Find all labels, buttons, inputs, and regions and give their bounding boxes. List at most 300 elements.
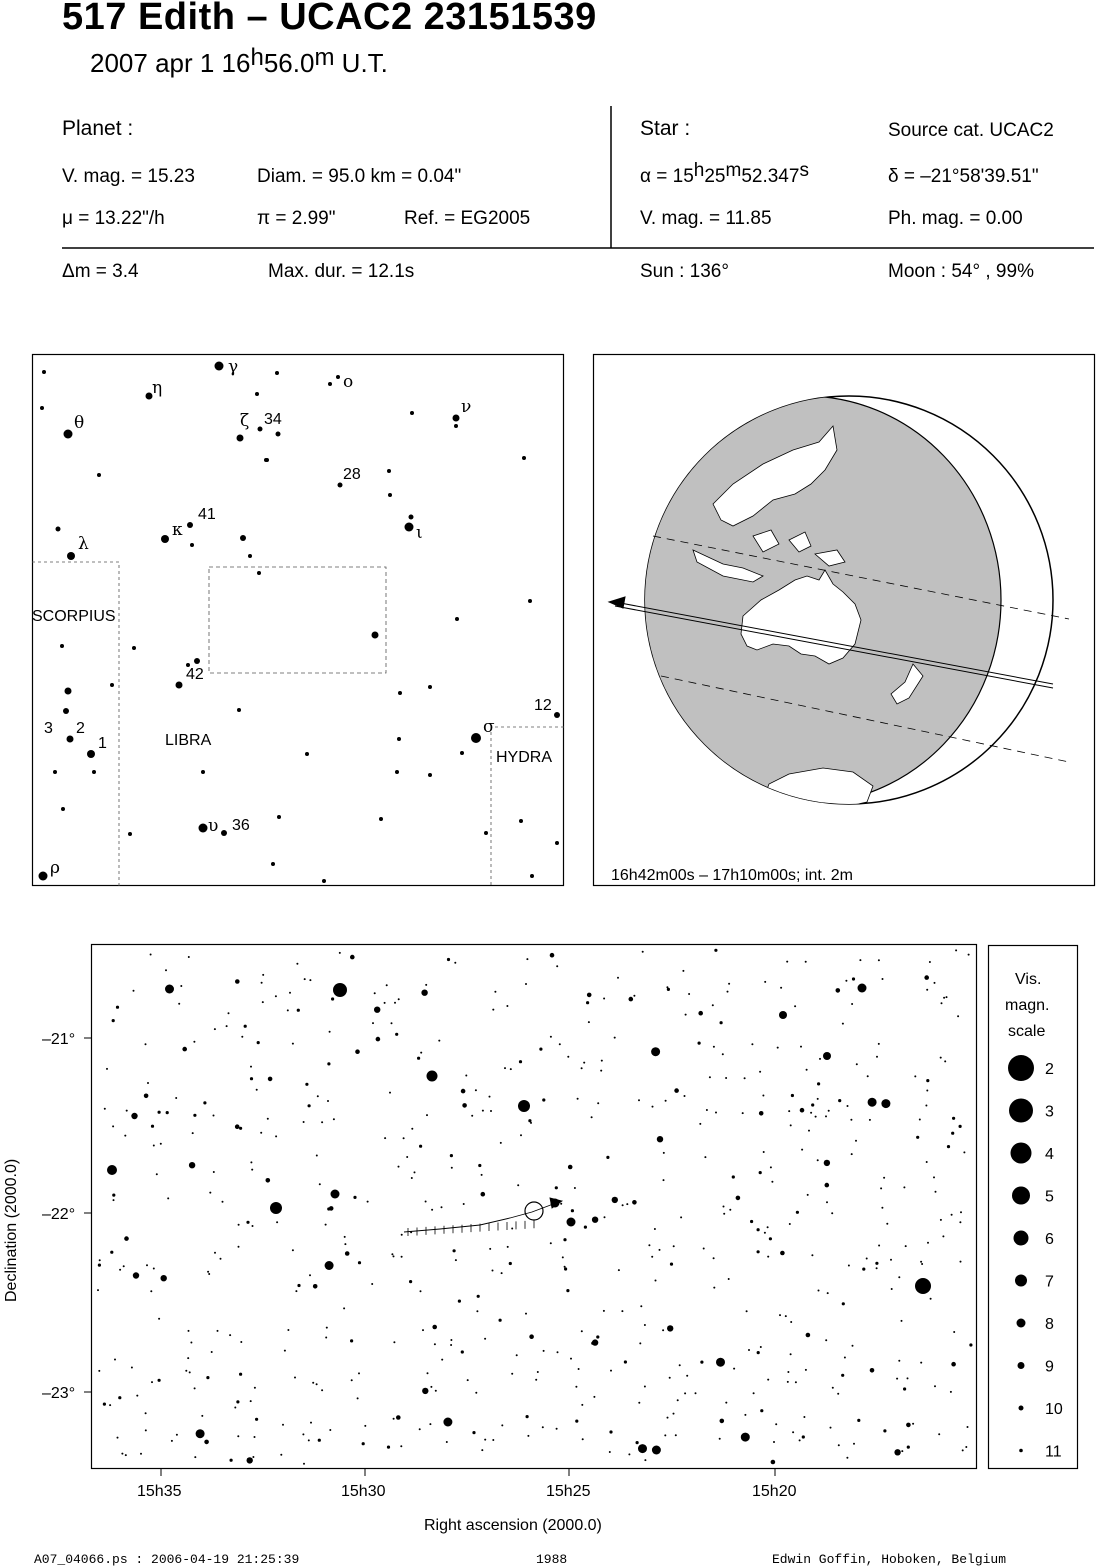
mag-scale-dot	[1018, 1362, 1025, 1369]
detail-star	[934, 982, 936, 984]
detail-star	[192, 1132, 194, 1134]
detail-star	[700, 1361, 703, 1364]
detail-star	[317, 1095, 319, 1097]
detail-star	[235, 979, 240, 984]
detail-star	[213, 1171, 215, 1173]
detail-star	[116, 1006, 119, 1009]
detail-star	[528, 1119, 531, 1122]
detail-star	[838, 1444, 840, 1446]
detail-star	[564, 1267, 567, 1270]
detail-star	[109, 1404, 111, 1406]
detail-star	[147, 1082, 149, 1084]
detail-star	[344, 1236, 346, 1238]
detail-star	[236, 1400, 239, 1403]
label-nu: ν	[461, 397, 472, 417]
finder-star	[60, 644, 64, 648]
detail-star	[753, 1392, 755, 1394]
detail-star	[419, 1428, 421, 1430]
detail-star	[796, 1211, 799, 1214]
detail-star	[489, 1096, 491, 1098]
detail-star	[489, 1248, 491, 1250]
detail-star	[830, 1427, 832, 1429]
finder-star	[248, 554, 252, 558]
detail-star	[891, 1288, 893, 1290]
detail-star	[940, 1219, 942, 1221]
detail-star	[652, 1446, 661, 1455]
detail-star	[542, 1098, 545, 1101]
mag-scale-dot	[1009, 1099, 1033, 1123]
detail-star	[870, 1368, 875, 1373]
detail-star	[292, 1249, 294, 1251]
detail-star	[417, 1057, 420, 1060]
page-title: 517 Edith – UCAC2 23151539	[62, 0, 597, 38]
planet-vmag: V. mag. = 15.23	[62, 166, 195, 187]
detail-star	[959, 1125, 962, 1128]
detail-star	[371, 1283, 373, 1285]
detail-star	[350, 955, 355, 960]
detail-star	[651, 1047, 660, 1056]
detail-star	[850, 1119, 852, 1121]
detail-star	[484, 1439, 486, 1441]
label-2: 2	[76, 720, 85, 737]
finder-star	[554, 712, 560, 718]
detail-star	[654, 1228, 656, 1230]
detail-star	[121, 1453, 123, 1455]
detail-star	[583, 1062, 585, 1064]
detail-star	[636, 1441, 639, 1444]
detail-star	[951, 1362, 956, 1367]
detail-star	[246, 1221, 249, 1224]
finder-star	[63, 708, 69, 714]
dec-tick-23: –23°	[42, 1385, 76, 1402]
detail-star	[145, 1043, 147, 1045]
finder-star	[460, 751, 464, 755]
globe-caption: 16h42m00s – 17h10m00s; int. 2m	[611, 867, 853, 884]
detail-star	[517, 1184, 519, 1186]
finder-star	[176, 682, 183, 689]
finder-star	[555, 841, 559, 845]
detail-star	[345, 1251, 350, 1256]
detail-star	[921, 1263, 923, 1265]
detail-star	[308, 1104, 311, 1107]
detail-star	[942, 1235, 944, 1237]
detail-star	[267, 1118, 269, 1120]
detail-star	[450, 1154, 453, 1157]
detail-star	[674, 1088, 679, 1093]
finder-star	[398, 691, 402, 695]
finder-star	[484, 831, 488, 835]
max-duration: Max. dur. = 12.1s	[268, 261, 415, 282]
detail-star	[577, 1098, 579, 1100]
detail-star	[542, 1426, 544, 1428]
detail-star	[852, 1345, 854, 1347]
detail-star	[764, 1232, 766, 1234]
detail-star	[851, 1003, 853, 1005]
detail-star	[188, 956, 190, 958]
detail-star	[715, 1112, 717, 1114]
detail-star-bright	[107, 1165, 117, 1175]
finder-star	[471, 733, 481, 743]
detail-star	[728, 1278, 730, 1280]
detail-star	[401, 1234, 403, 1236]
detail-star	[780, 987, 782, 989]
detail-star	[867, 1075, 869, 1077]
detail-star	[955, 949, 957, 951]
detail-star	[825, 1183, 830, 1188]
label-1: 1	[98, 735, 107, 752]
detail-star	[648, 1244, 650, 1246]
detail-star	[933, 1176, 935, 1178]
detail-star	[763, 1151, 765, 1153]
star-phmag: Ph. mag. = 0.00	[888, 208, 1023, 229]
detail-star	[339, 952, 341, 954]
detail-star	[153, 1145, 155, 1147]
finder-star	[257, 571, 261, 575]
detail-star	[484, 1338, 486, 1340]
detail-star	[662, 1329, 664, 1331]
detail-star	[597, 1102, 599, 1104]
detail-star	[788, 1110, 790, 1112]
detail-star	[903, 1387, 906, 1390]
detail-star	[400, 1445, 402, 1447]
detail-star	[604, 1216, 606, 1218]
label-28: 28	[343, 466, 361, 483]
label-zeta: ζ	[240, 411, 250, 431]
detail-star	[773, 1441, 775, 1443]
dec-tick-21: –21°	[42, 1031, 76, 1048]
detail-star	[848, 1265, 850, 1267]
detail-star	[621, 1310, 623, 1312]
finder-star	[42, 370, 46, 374]
detail-star	[965, 1446, 967, 1448]
detail-star-bright	[331, 1190, 340, 1199]
label-iota: ι	[416, 523, 423, 543]
detail-star	[327, 1100, 329, 1102]
detail-star	[876, 1056, 878, 1058]
detail-star	[582, 1438, 584, 1440]
detail-star	[677, 1399, 679, 1401]
detail-star	[639, 1342, 641, 1344]
finder-star	[237, 708, 241, 712]
detail-star	[720, 1419, 725, 1424]
detail-star	[321, 1121, 323, 1123]
detail-star	[857, 1419, 860, 1422]
detail-star	[601, 1060, 603, 1062]
label-theta: θ	[74, 413, 85, 433]
mag-scale-dot	[1014, 1231, 1029, 1246]
detail-star	[938, 1433, 940, 1435]
detail-star	[443, 1418, 452, 1427]
detail-star	[722, 1053, 724, 1055]
detail-star	[898, 1360, 900, 1362]
detail-star	[425, 984, 427, 986]
detail-star	[811, 1103, 814, 1106]
detail-star	[817, 1082, 820, 1085]
detail-star	[614, 1037, 616, 1039]
detail-star	[828, 1110, 830, 1112]
detail-star	[411, 1177, 413, 1179]
detail-star-bright	[333, 983, 347, 997]
detail-star	[624, 1360, 627, 1363]
detail-star	[787, 1381, 789, 1383]
detail-star	[262, 1001, 264, 1003]
detail-star	[562, 1256, 564, 1258]
finder-star	[276, 432, 281, 437]
detail-star	[376, 1037, 381, 1042]
finder-star	[388, 493, 392, 497]
detail-star	[760, 1346, 762, 1348]
detail-star	[321, 1389, 323, 1391]
mag-scale-label: 9	[1045, 1358, 1054, 1376]
footer-author: Edwin Goffin, Hoboken, Belgium	[772, 1552, 1007, 1567]
detail-star	[952, 1117, 955, 1120]
detail-star	[878, 1043, 880, 1045]
detail-star	[99, 1259, 101, 1261]
label-34: 34	[264, 411, 282, 428]
planet-diameter: Diam. = 95.0 km = 0.04"	[257, 166, 462, 187]
detail-star	[741, 1433, 750, 1442]
detail-star	[759, 1111, 764, 1116]
detail-star	[477, 1295, 480, 1298]
detail-star	[920, 1362, 922, 1364]
detail-star	[316, 1155, 318, 1157]
detail-star	[946, 996, 948, 998]
detail-star	[618, 1269, 620, 1271]
detail-star	[394, 1002, 396, 1004]
star-ra: $\alpha = 15^h25^m52.347^s$	[640, 160, 809, 187]
detail-star	[458, 1300, 461, 1303]
finder-star	[161, 535, 169, 543]
detail-star	[303, 1121, 305, 1123]
detail-star	[529, 1334, 534, 1339]
mag-scale-dot	[1011, 1143, 1032, 1164]
detail-star	[657, 1136, 663, 1142]
detail-star	[427, 1372, 429, 1374]
detail-star	[883, 1177, 885, 1179]
finder-star	[336, 375, 340, 379]
detail-star	[261, 982, 263, 984]
detail-star	[431, 1209, 433, 1211]
detail-star	[160, 1143, 162, 1145]
finder-star	[201, 770, 205, 774]
detail-star	[329, 1206, 334, 1211]
detail-star	[244, 1025, 247, 1028]
detail-star	[944, 1060, 946, 1062]
detail-star	[855, 1140, 857, 1142]
finder-star	[322, 879, 326, 883]
detail-star	[550, 953, 555, 958]
detail-star	[398, 1166, 400, 1168]
label-sigma: σ	[483, 717, 495, 737]
detail-star	[652, 1106, 654, 1108]
detail-star	[728, 983, 730, 985]
detail-star	[719, 1438, 721, 1440]
detail-star	[926, 1079, 929, 1082]
detail-star	[685, 1014, 687, 1016]
detail-star	[252, 1225, 254, 1227]
detail-star	[331, 997, 334, 1000]
detail-star	[527, 1435, 529, 1437]
detail-star	[667, 988, 670, 991]
detail-star	[481, 1449, 483, 1451]
detail-star	[767, 1379, 769, 1381]
detail-star	[201, 1415, 203, 1417]
detail-star	[292, 1043, 294, 1045]
detail-star	[118, 1396, 121, 1399]
detail-star	[803, 1416, 805, 1418]
detail-star	[638, 1444, 647, 1453]
detail-star	[393, 1418, 395, 1420]
detail-star	[713, 1287, 715, 1289]
detail-star	[539, 1048, 542, 1051]
detail-star	[713, 1046, 715, 1048]
detail-star	[313, 1284, 318, 1289]
finder-star	[454, 424, 458, 428]
detail-star	[250, 1077, 253, 1080]
finder-star	[428, 685, 432, 689]
detail-star	[329, 1429, 331, 1431]
finder-star	[61, 807, 65, 811]
detail-star	[851, 1153, 853, 1155]
detail-star	[794, 1005, 796, 1007]
star-dec: δ = –21°58'39.51"	[888, 166, 1039, 187]
detail-star	[516, 1354, 518, 1356]
detail-star	[733, 1368, 735, 1370]
detail-star	[960, 1261, 962, 1263]
finder-star	[277, 815, 281, 819]
detail-star-bright	[270, 1202, 282, 1214]
detail-star	[940, 1057, 942, 1059]
detail-star	[808, 1130, 810, 1132]
detail-star	[422, 1388, 428, 1394]
detail-star	[787, 1371, 789, 1373]
label-libra: LIBRA	[165, 732, 212, 749]
detail-star	[104, 1108, 106, 1110]
detail-star	[962, 1449, 964, 1451]
detail-star	[815, 1116, 817, 1118]
finder-star	[519, 819, 523, 823]
detail-star	[906, 1423, 911, 1428]
detail-star	[414, 1171, 416, 1173]
detail-star	[230, 1459, 233, 1462]
detail-star	[610, 1370, 612, 1372]
detail-star	[853, 1443, 855, 1445]
detail-star	[883, 1429, 886, 1432]
label-lambda: λ	[78, 534, 89, 554]
detail-star	[165, 969, 167, 971]
detail-star	[805, 961, 807, 963]
detail-star	[951, 1214, 953, 1216]
detail-star	[494, 991, 496, 993]
detail-star	[638, 1099, 640, 1101]
detail-star	[145, 1412, 147, 1414]
finder-star	[215, 362, 224, 371]
detail-star	[876, 1267, 878, 1269]
detail-star	[398, 998, 400, 1000]
label-hydra: HYDRA	[496, 749, 553, 766]
detail-star	[409, 1280, 412, 1283]
detail-star	[158, 1379, 161, 1382]
detail-star	[570, 1358, 572, 1360]
detail-star	[684, 1392, 686, 1394]
detail-star	[859, 959, 861, 961]
finder-star	[110, 683, 114, 687]
detail-star	[481, 1192, 486, 1197]
detail-star	[220, 1258, 222, 1260]
label-3: 3	[44, 720, 53, 737]
detail-star	[519, 1060, 522, 1063]
detail-star	[384, 1137, 386, 1139]
detail-star	[106, 1068, 108, 1070]
detail-star	[525, 983, 527, 985]
detail-star	[827, 1292, 829, 1294]
detail-star	[289, 992, 291, 994]
detail-star	[638, 1402, 640, 1404]
ra-tick-1520: 15h20	[752, 1483, 797, 1500]
mag-scale-dot	[1019, 1406, 1024, 1411]
detail-star	[450, 1339, 452, 1341]
detail-star	[511, 1373, 513, 1375]
detail-star	[499, 1319, 502, 1322]
finder-star	[92, 770, 96, 774]
detail-star	[556, 1428, 558, 1430]
detail-star	[780, 1251, 785, 1256]
detail-star	[550, 1036, 552, 1038]
detail-star-bright	[567, 1218, 576, 1227]
detail-star	[490, 1110, 492, 1112]
finder-star	[40, 406, 44, 410]
detail-star	[950, 1391, 952, 1393]
finder-star	[372, 632, 379, 639]
detail-star	[325, 1224, 327, 1226]
label-gamma: γ	[228, 357, 239, 377]
detail-star	[574, 1187, 576, 1189]
detail-star	[894, 1449, 900, 1455]
detail-star	[153, 1268, 155, 1270]
finder-star	[410, 411, 414, 415]
detail-star-bright	[915, 1278, 931, 1294]
detail-star	[742, 1112, 744, 1114]
detail-star	[453, 1249, 456, 1252]
detail-star	[396, 1415, 401, 1420]
detail-star	[801, 1149, 803, 1151]
detail-star	[682, 970, 684, 972]
detail-star	[750, 1220, 753, 1223]
detail-star	[586, 1001, 589, 1004]
mag-scale-dot	[1012, 1187, 1030, 1205]
detail-star	[112, 1194, 115, 1197]
finder-star	[56, 527, 61, 532]
mag-scale-label: 4	[1045, 1146, 1054, 1163]
finder-star	[271, 862, 275, 866]
mag-scale-title-3: scale	[1008, 1023, 1046, 1040]
detail-star-bright	[518, 1100, 530, 1112]
detail-star	[744, 1077, 746, 1079]
detail-star	[862, 1268, 865, 1271]
detail-star	[358, 1261, 361, 1264]
detail-star	[807, 1194, 809, 1196]
detail-star	[295, 1290, 297, 1292]
detail-star	[568, 1165, 573, 1170]
detail-star	[257, 1041, 260, 1044]
detail-star	[117, 1437, 119, 1439]
star-heading: Star :	[640, 117, 691, 140]
detail-star	[133, 990, 135, 992]
detail-star	[276, 1221, 278, 1223]
detail-star	[426, 1114, 428, 1116]
detail-star	[112, 1125, 114, 1127]
detail-star	[581, 1067, 583, 1069]
